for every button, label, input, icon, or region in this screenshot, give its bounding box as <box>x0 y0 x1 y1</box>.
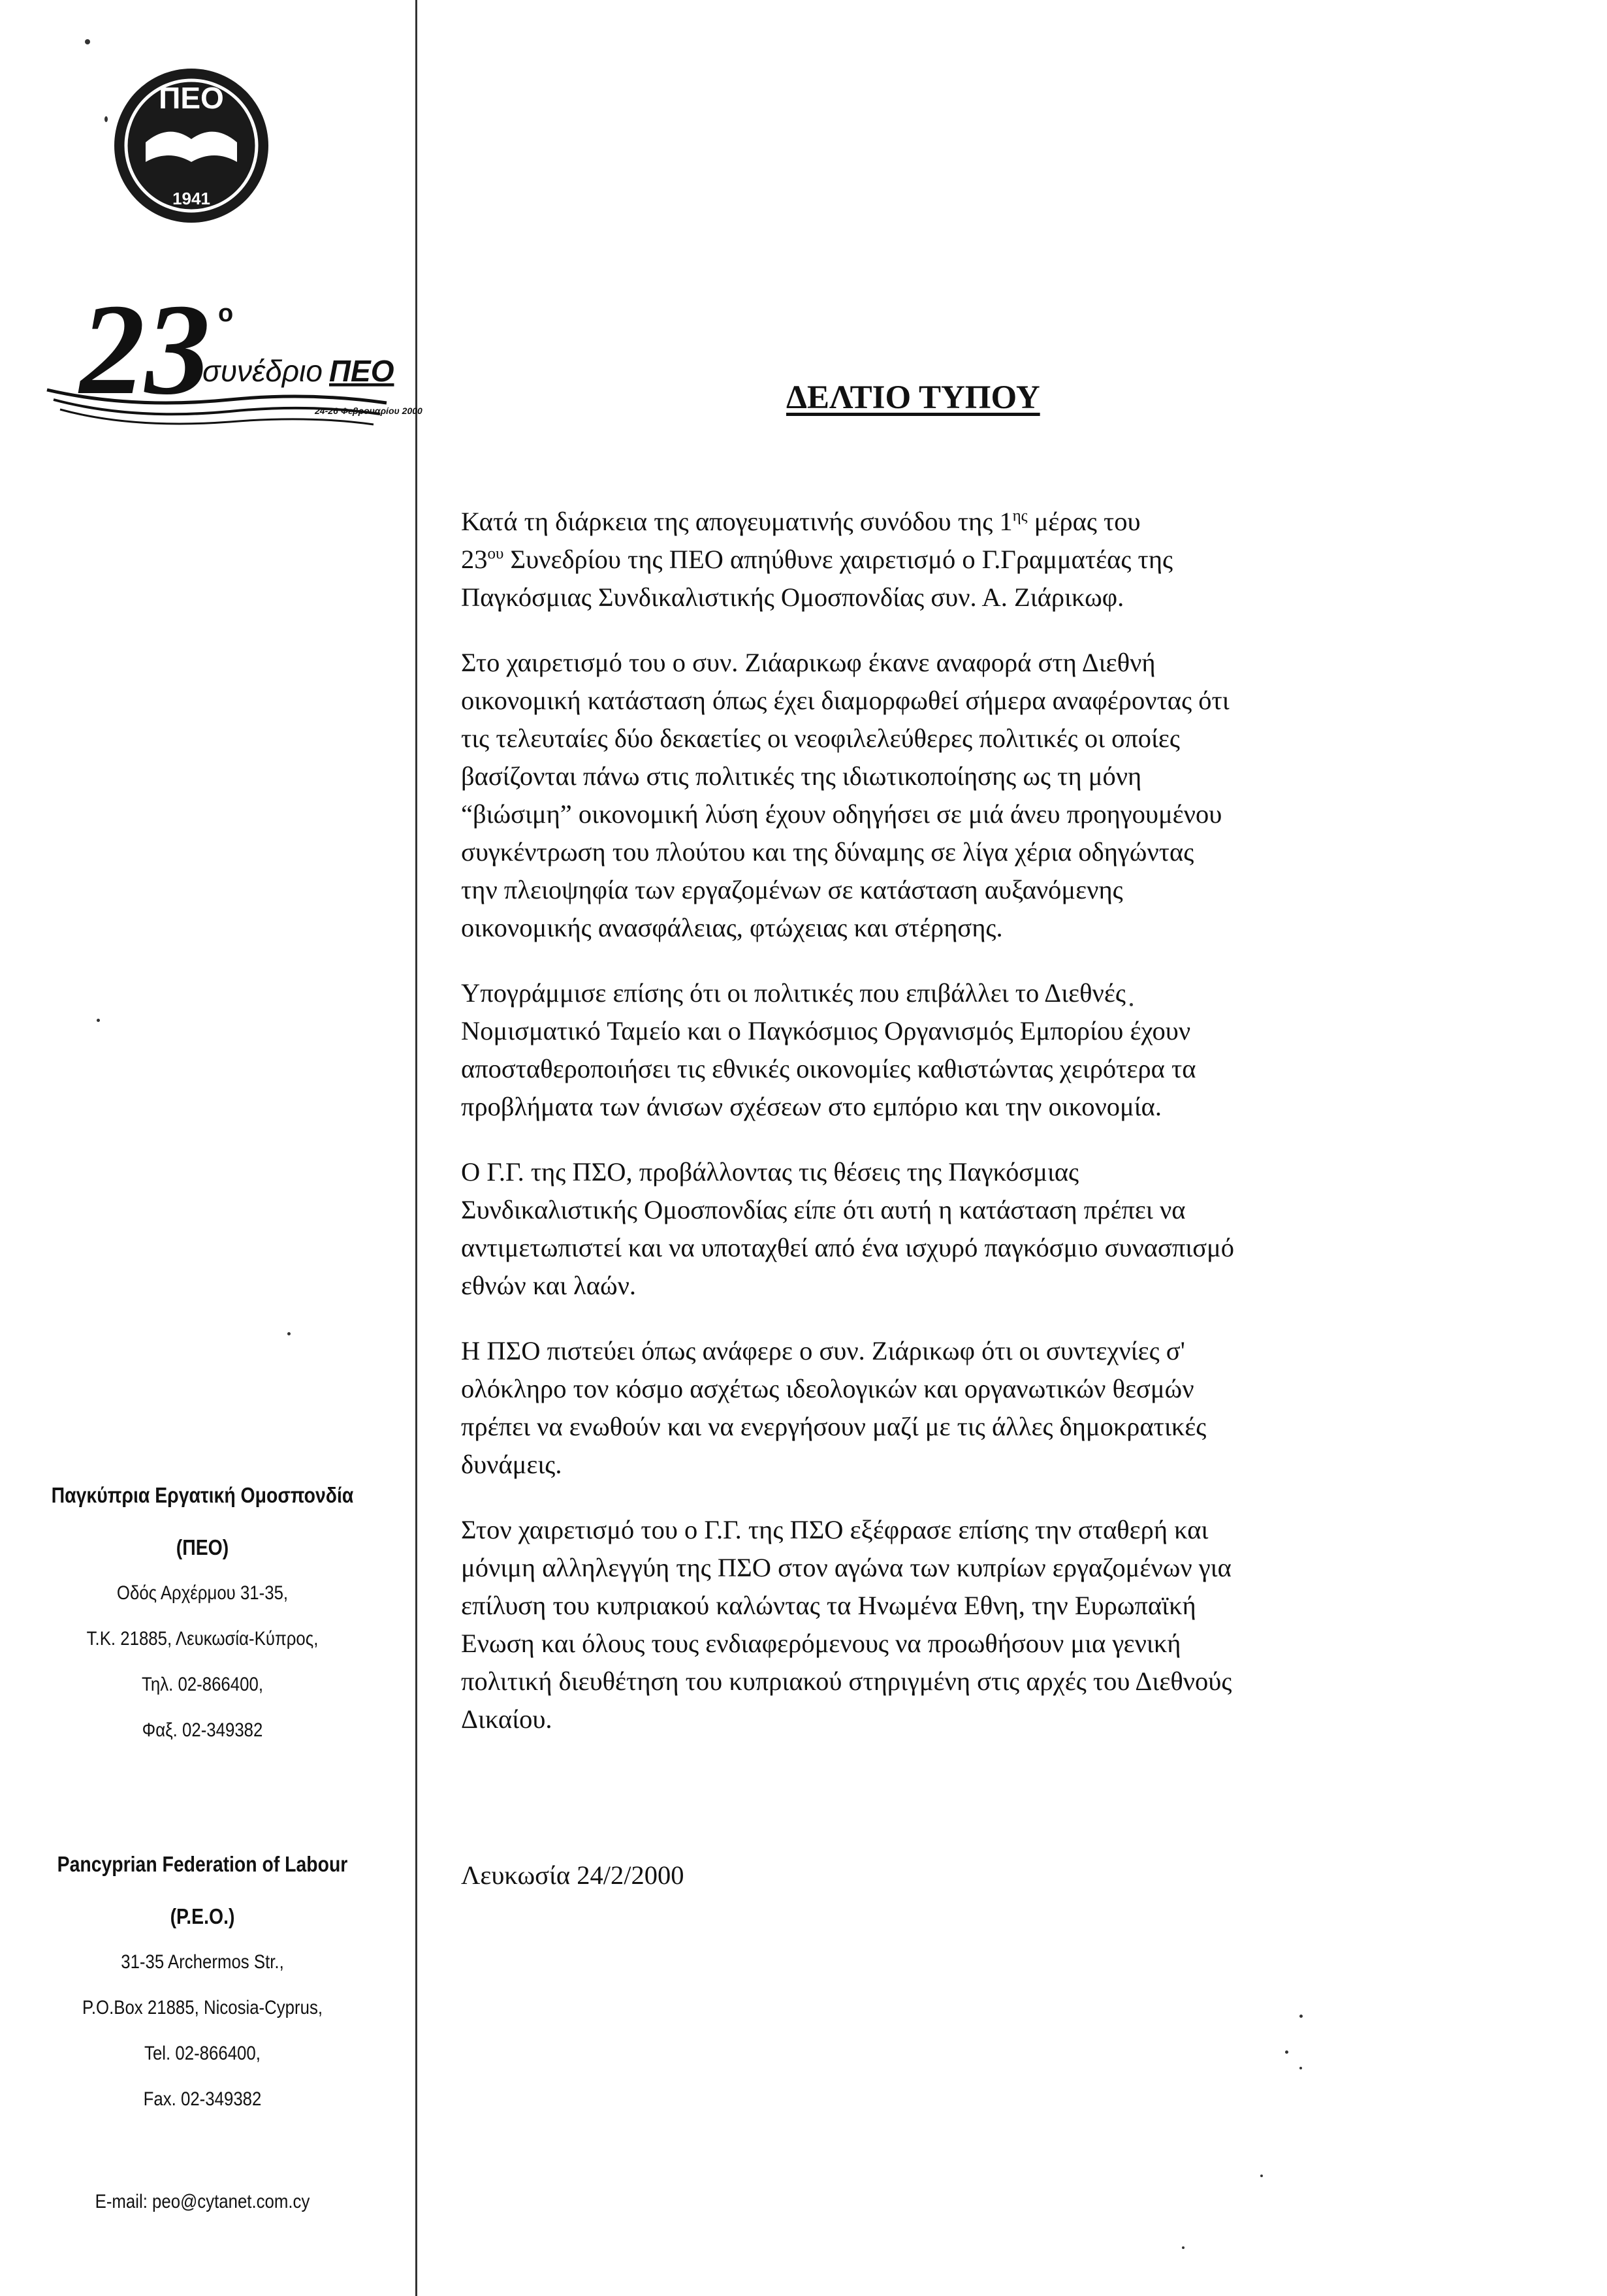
org-abbr-greek: (ΠΕΟ) <box>176 1535 229 1559</box>
peo-logo-letters: ΠΕΟ <box>159 81 224 115</box>
peo-logo <box>110 64 273 227</box>
press-release-body <box>461 503 1401 1766</box>
paragraph-line: Στο χαιρετισμό του ο συν. Ζιάαρικωφ έκανε αναφορά στη Διεθνή <box>461 648 1156 677</box>
paragraph-line: βασίζονται πάνω στις πολιτικές της ιδιωτικοποίησης ως τη μόνη <box>461 761 1142 791</box>
phone-greek: Τηλ. 02-866400, <box>141 1674 264 1695</box>
page-title: ΔΕΛΤΙΟ ΤΥΠΟΥ <box>786 379 1040 416</box>
paragraph-line: πρέπει να ενωθούν και να ενεργήσουν μαζί με τις άλλες δημοκρατικές <box>461 1412 1207 1441</box>
scan-speck <box>1130 1003 1133 1006</box>
paragraph-line: συγκέντρωση του πλούτου και της δύναμης σε λίγα χέρια οδηγώντας <box>461 837 1194 867</box>
paragraph-line: Νομισματικό Ταμείο και ο Παγκόσμιος Οργανισμός Εμπορίου έχουν <box>461 1016 1191 1045</box>
paragraph-line: ολόκληρο τον κόσμο ασχέτως ιδεολογικών και οργανωτικών θεσμών <box>461 1374 1194 1403</box>
congress-org: ΠΕΟ <box>329 354 394 388</box>
sidebar-greek-address <box>40 1473 366 1753</box>
scan-speck <box>287 1332 291 1335</box>
postal-english: P.O.Box 21885, Nicosia-Cyprus, <box>82 1997 323 2018</box>
scan-speck <box>1299 2067 1302 2069</box>
congress-word: συνέδριο <box>202 354 323 388</box>
paragraph-2 <box>461 644 1401 947</box>
congress-dates: 24-26 Φεβρουαρίου 2000 <box>315 406 422 416</box>
phone-english: Tel. 02-866400, <box>144 2043 261 2064</box>
sidebar-english-address <box>40 1842 366 2122</box>
paragraph-line: Υπογράμμισε επίσης ότι οι πολιτικές που επιβάλλει το Διεθνές <box>461 978 1126 1008</box>
paragraph-line: αποσταθεροποιήσει τις εθνικές οικονομίες καθιστώντας χειρότερα τα <box>461 1054 1196 1083</box>
org-name-english: Pancyprian Federation of Labour <box>57 1852 348 1876</box>
paragraph-line: $23^{o\upsilon}$ Συνεδρίου της ΠΕΟ απηύθυνε χαιρετισμό ο Γ.Γραμματέας της <box>461 545 1173 574</box>
paragraph-6 <box>461 1511 1401 1738</box>
paragraph-5 <box>461 1332 1401 1484</box>
paragraph-4 <box>461 1153 1401 1305</box>
paragraph-line: μόνιμη αλληλεγγύη της ΠΣΟ στον αγώνα των κυπρίων εργαζομένων για <box>461 1553 1232 1582</box>
street-english: 31-35 Archermos Str., <box>121 1951 284 1973</box>
paragraph-line: Η ΠΣΟ πιστεύει όπως ανάφερε ο συν. Ζιάρικωφ ότι οι συντεχνίες σ' <box>461 1336 1185 1365</box>
document-date: Λευκωσία 24/2/2000 <box>461 1860 684 1890</box>
congress-superscript: ο <box>218 300 234 327</box>
paragraph-line: οικονομική κατάσταση όπως έχει διαμορφωθεί σήμερα αναφέροντας ότι <box>461 686 1230 715</box>
congress-number: 23 <box>80 278 210 422</box>
paragraph-line: Ο Γ.Γ. της ΠΣΟ, προβάλλοντας τις θέσεις της Παγκόσμιας <box>461 1157 1079 1187</box>
paragraph-line: δυνάμεις. <box>461 1450 562 1479</box>
scan-speck <box>1285 2050 1288 2054</box>
paragraph-line: την πλειοψηφία των εργαζομένων σε κατάσταση αυξανόμενης <box>461 875 1123 904</box>
paragraph-line: οικονομικής ανασφάλειας, φτώχειας και στέρησης. <box>461 913 1003 942</box>
paragraph-line: Στον χαιρετισμό του ο Γ.Γ. της ΠΣΟ εξέφρασε επίσης την σταθερή και <box>461 1515 1209 1544</box>
paragraph-line: εθνών και λαών. <box>461 1271 637 1300</box>
org-name-greek: Παγκύπρια Εργατική Ομοσπονδία <box>51 1483 354 1507</box>
scan-speck <box>1299 2015 1303 2018</box>
scan-speck <box>104 116 108 122</box>
paragraph-line: “βιώσιμη” οικονομική λύση έχουν οδηγήσει σε μιά άνευ προηγουμένου <box>461 799 1222 829</box>
paragraph-line: Δικαίου. <box>461 1704 552 1734</box>
paragraph-line: προβλήματα των άνισων σχέσεων στο εμπόριο και την οικονομία. <box>461 1092 1162 1121</box>
scan-speck <box>97 1019 100 1022</box>
paragraph-1 <box>461 503 1401 616</box>
fax-english: Fax. 02-349382 <box>143 2088 262 2110</box>
org-abbr-english: (P.E.O.) <box>170 1904 235 1928</box>
paragraph-line: Συνδικαλιστικής Ομοσπονδίας είπε ότι αυτή η κατάσταση πρέπει να <box>461 1195 1186 1224</box>
vertical-divider <box>415 0 417 2296</box>
street-greek: Οδός Αρχέρμου 31-35, <box>116 1582 289 1604</box>
peo-logo-year: 1941 <box>172 189 210 208</box>
paragraph-line: Κατά τη διάρκεια της απογευματινής συνόδου της $1^{\eta\varsigma}$ μέρας του <box>461 507 1141 536</box>
paragraph-line: επίλυση του κυπριακού καλώντας τα Ηνωμένα Εθνη, την Ευρωπαϊκή <box>461 1591 1196 1620</box>
paragraph-line: αντιμετωπιστεί και να υποταχθεί από ένα ισχυρό παγκόσμιο συνασπισμό <box>461 1233 1235 1262</box>
paragraph-line: Παγκόσμιας Συνδικαλιστικής Ομοσπονδίας συν. Α. Ζιάρικωφ. <box>461 582 1124 612</box>
scan-speck <box>1260 2175 1263 2177</box>
paragraph-line: πολιτική διευθέτηση του κυπριακού στηριγμένη στις αρχές του Διεθνούς <box>461 1666 1232 1696</box>
paragraph-line: Ενωση και όλους τους ενδιαφερόμενους να προωθήσουν μια γενική <box>461 1629 1181 1658</box>
email-address[interactable]: E-mail: peo@cytanet.com.cy <box>95 2191 310 2212</box>
scan-speck <box>1182 2246 1185 2249</box>
congress-logo <box>34 269 422 442</box>
paragraph-line: τις τελευταίες δύο δεκαετίες οι νεοφιλελεύθερες πολιτικές οι οποίες <box>461 724 1180 753</box>
fax-greek: Φαξ. 02-349382 <box>142 1719 263 1741</box>
postal-greek: Τ.Κ. 21885, Λευκωσία-Κύπρος, <box>86 1628 319 1650</box>
scan-speck <box>85 39 90 44</box>
paragraph-3 <box>461 974 1401 1126</box>
